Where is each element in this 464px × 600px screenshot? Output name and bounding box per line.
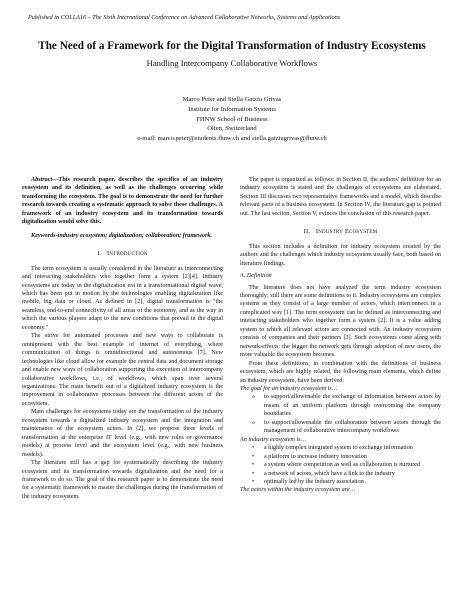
ecosystem-is-item: • optimally led by the industry association: [264, 478, 441, 486]
ecosystem-is-item: • a highly complex integrated system to exchange information: [264, 444, 441, 452]
goal-item: o to support/allowenable the collaboration between actors through the management of collaborative intercompany workflows: [264, 419, 441, 436]
right-column: [240, 176, 441, 495]
ecosystem-is-item: • a system where competition as well as collaboration is nurtured: [264, 461, 441, 469]
goal-list: [240, 393, 441, 435]
section-1-title: Introduction: [107, 250, 148, 258]
goal-item: o to support/allowenable the exchange of information between actors by means of an uniform platform through overcoming the company boundaries: [264, 393, 441, 418]
running-head: Published in COLLA16 – The Sixth International Conference on Advanced Collaborative Networks, Systems and Applications: [28, 14, 341, 21]
section-2-heading: [240, 228, 441, 236]
intro-paragraph-1: The term ecosystem is usually considered in the literature as interconnecting and interacting stakeholders who together form a system [2][4]. Industry ecosystems are today in the digitalization era in a transformational digital wave, which has been put in motion by the technologies enabling digitalization like mobile, big data or cloud. As defined in [2], digital transformation is "the seamless, end-to-end connectivity of all areas of the economy, and as the way in which the various players adapt to the new conditions that prevail in the digital economy.": [22, 265, 223, 331]
goal-line: The goal for an industry ecosystem is…: [240, 385, 338, 392]
author-email: e-mail: marco.peter@students.fhnw.ch and stella.gatziugrivas@fhnw.ch: [137, 135, 327, 143]
author-institute: Institute for Information Systems: [188, 105, 276, 113]
definition-paragraph-2: From these definitions, in combination with the definitions of business ecosystem, which are highly related, the following main elements, which define an industry ecosystem, have been derived:: [240, 360, 441, 384]
ecosystem-is-item: • a network of actors, which have a link to the industry: [264, 470, 441, 478]
abstract-text: —This research paper, describes the specifics of an industry ecosystem and its definition, as well as the challenges occurring while transforming the ecosystem. The goal is to demonstrate the need for further research towards creating a systematic approach to solve these challenges. A framework of an industry ecosystem and its transformation towards digitalization would solve this.: [22, 177, 223, 226]
ecosystem-is-line: An industry ecosystem is…: [240, 436, 307, 443]
subsection-a-heading: A. Definition: [240, 273, 272, 280]
intro-paragraph-2: The strive for automated processes and new ways to collaborate is omnipresent with the best example of internet of everything, where communication of things is omnidirectional and autonomous [7]. New technologies like cloud allow for example the central data and document storage and enable new ways of collaboration supporting the execution of intercompany collaborative workflows, i.e., of workflows, which span over several organizations. The main benefit out of a digitalized industry ecosystem is the improvement in collaborative processes between the different actors of the ecosystem.: [22, 333, 223, 407]
abstract-label: Abstract: [31, 177, 53, 183]
paper-title: The Need of a Framework for the Digital Transformation of Industry Ecosystems: [38, 40, 426, 52]
ecosystem-is-list: [240, 444, 441, 486]
keywords: Keywords-industry ecosystem; digitalization; collaboration; framework.: [31, 232, 212, 239]
author-school: FHNW School of Business: [196, 115, 268, 123]
author-block: [20, 95, 444, 144]
section-1-heading: [22, 250, 223, 258]
section-2-title: Industry Ecosystem: [315, 228, 378, 236]
ecosystem-is-item: • a platform to increase industry innovation: [264, 453, 441, 461]
section-1-number: I.: [97, 250, 102, 258]
author-names: Marco Peter and Stella Gatziu Grivas: [182, 96, 282, 103]
paper-subtitle: Handling Intercompany Collaborative Workflows: [146, 58, 318, 68]
section-2-intro: This section includes a definition for industry ecosystem created by the authors and the challenges which industry ecosystem usually face, both based on literature findings.: [240, 243, 441, 267]
section-2-number: II.: [303, 228, 311, 236]
actors-line: The actors within the industry ecosystem are…: [240, 487, 356, 494]
organization-paragraph: The paper is organized as follows: in Section II, the authors' definition for an industry ecosystem is stated and the challenges of ecosystems are elaborated. Section III discusses two representative frameworks and a model, which describe relevant parts of a business ecosystem. In Section IV, the literature gap is pointed out. The last section, Section V, evinces the conclusion of this research paper.: [240, 177, 441, 217]
intro-paragraph-4: The literature still has a gap for systematically describing the industry ecosystem and its transformation towards digitalization and the need for a framework to do so. The goal of this research paper is to demonstrate the need for a systematic framework to master the challenges during the transformation of the industry ecosystem.: [22, 460, 223, 500]
definition-paragraph-1: The literature does not have analyzed the term industry ecosystem thoroughly; still there are some definitions to it. Industry ecosystems are complex systems as they consist of a large number of actors, which interconnect in a complicated way [1]. The term ecosystem can be defined as interconnecting and interacting stakeholders who together form a system [2]. It is a value adding system to which all relevant actors are connected with. An industry ecosystem consists of companies and their partners [3]. Such ecosystems come along with network-effects: the bigger the network gets through adoption of new users, the more valuable the ecosystem becomes.: [240, 284, 441, 359]
author-city: Olten, Switzerland: [207, 125, 257, 133]
intro-paragraph-3: Main challenges for ecosystems today are the transformation of the industry ecosystem towards a digitalized industry ecosystem and the integration and maintenance of the ecosystem actors. In [2], we propose three levels of transformation at the enterprise IT level (e.g., with new roles or governance models) at process level and the ecosystem level (e.g., with new business models).: [22, 409, 223, 458]
abstract: [22, 176, 223, 227]
left-column: [22, 176, 223, 501]
